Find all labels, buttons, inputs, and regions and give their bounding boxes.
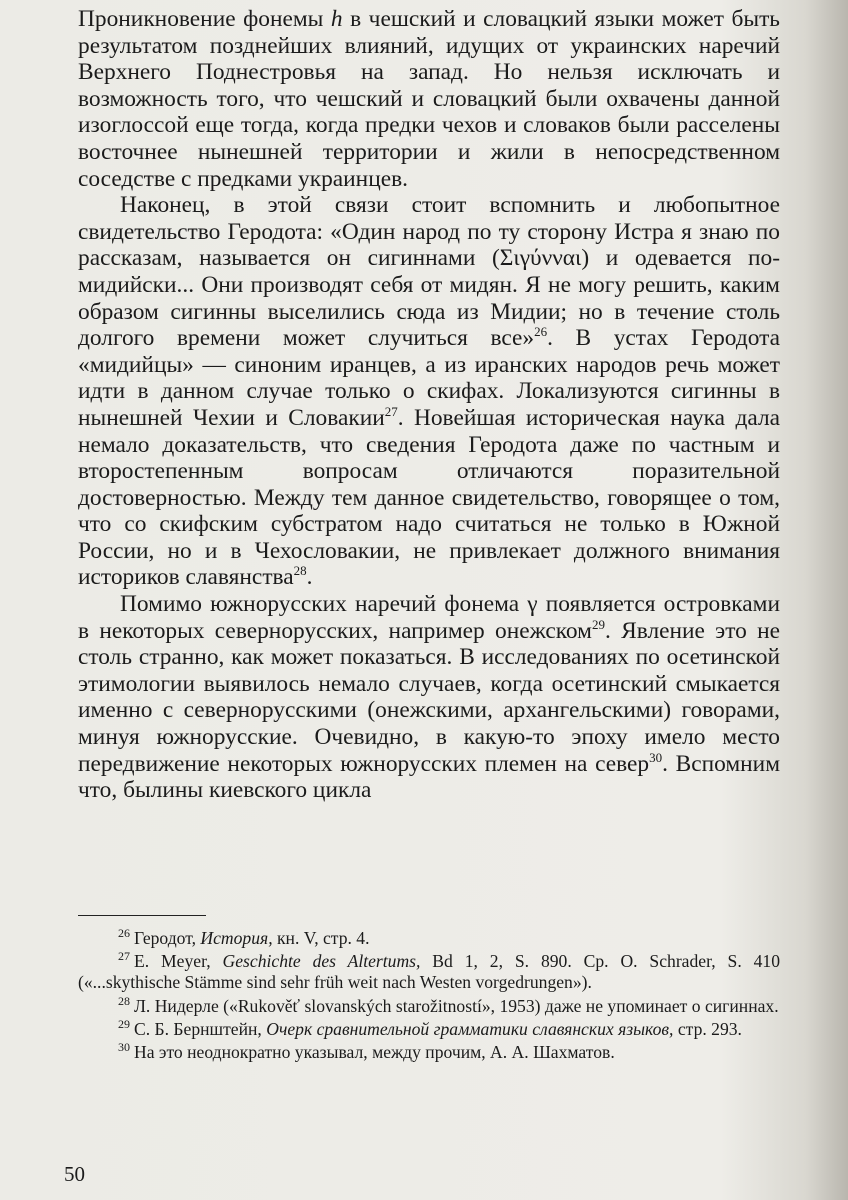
text-run: Bd 1, 2, S. 890. Ср. O. Schrader, S. 410 («...skythische Stämme sind sehr früh weit nach Westen vorgedrungen»).: [78, 951, 780, 993]
text-run: . В устах Геродота «мидийцы» — синоним иранцев, а из иранских народов речь может идти в данном случае только о скифах. Локализуются сигинны в нынешней Чехии и Словакии: [78, 325, 780, 431]
text-run: Помимо южнорусских наречий фонема γ появляется островками в некоторых севернорусских, например онежском: [78, 591, 780, 644]
text-run: Проникновение фонемы: [78, 6, 331, 32]
footnote-ref: 27: [384, 404, 398, 420]
footnote-28: [78, 993, 780, 1017]
footnotes: [78, 928, 780, 1065]
footnote-30: [78, 1042, 780, 1063]
text-run: .: [306, 564, 313, 591]
paragraph-3: [78, 591, 780, 804]
footnote-29: [78, 1016, 780, 1040]
text-run: С. Б. Бернштейн,: [134, 1018, 267, 1039]
italic-text: h: [330, 6, 343, 32]
paragraph-1: [78, 6, 780, 192]
footnote-27: [78, 951, 780, 993]
footnote-number: 26: [118, 926, 130, 941]
text-run: . Новейшая историческая наука дала немало доказательств, что сведения Геродота даже по частным и второстепенным вопросам отличаются поразительной достоверностью. Между тем данное свидетельство, говорящее о том, что со скифским субстратом надо считаться не только в Южной России, но и в Чехословакии, не привлекает должного внимания историков славянства: [78, 404, 780, 591]
text-run: стр. 293.: [673, 1018, 742, 1039]
text-run: в чешский и словацкий языки может быть результатом позднейших влияний, идущих от украинских наречий Верхнего Поднестровья на запад. Но нельзя исключать и возможность того, что чешский и словацкий были охвачены данной изоглоссой еще тогда, когда предки чехов и словаков были расселены восточнее нынешней территории и жили в непосредственном соседстве с предками украинцев.: [78, 6, 780, 192]
paragraph-2: [78, 192, 780, 591]
italic-text: История,: [200, 928, 273, 948]
italic-text: Очерк сравнительной грамматики славянских языков,: [266, 1018, 674, 1039]
footnote-ref: 30: [649, 749, 663, 765]
text-run: . Явление это не столь странно, как может показаться. В исследованиях по осетинской этимологии выявилось немало случаев, когда осетинский смыкается именно с севернорусскими (онежскими, архангельскими) говорами, минуя южнорусские. Очевидно, в какую-то эпоху имело место передвижение некоторых южнорусских племен на север: [78, 617, 781, 777]
main-text: [78, 6, 780, 804]
italic-text: Geschichte des Altertums,: [222, 951, 421, 972]
text-run: Геродот,: [134, 928, 201, 948]
text-run: кн. V, стр. 4.: [272, 928, 370, 948]
page-number: 50: [64, 1162, 85, 1186]
text-run: Наконец, в этой связи стоит вспомнить и любопытное свидетельство Геродота: «Один народ по ту сторону Истра я знаю по рассказам, называется он сигиннами (Σιγύνναι) и одевается по-мидийски... Они производят себя от мидян. Я не могу решить, каким образом сигинны выселились сюда из Мидии; но в течение столь долгого времени может случиться все»: [78, 192, 780, 352]
footnote-ref: 29: [591, 616, 605, 632]
footnote-26: [78, 928, 780, 949]
text-run: На это неоднократно указывал, между прочим, А. А. Шахматов.: [134, 1042, 615, 1063]
text-run: E. Meyer,: [134, 951, 223, 972]
footnote-rule: [78, 915, 206, 916]
text-run: Л. Нидерле («Rukověť slovanských starožitností», 1953) даже не упоминает о сигиннах.: [134, 995, 779, 1016]
footnote-number: 28: [118, 993, 130, 1008]
footnote-number: 30: [118, 1040, 130, 1055]
footnote-number: 29: [118, 1016, 130, 1031]
text-run: . Вспомним что, былины киевского цикла: [78, 750, 780, 804]
footnote-ref: 26: [534, 324, 548, 340]
footnote-number: 27: [118, 949, 130, 964]
footnote-ref: 28: [293, 563, 307, 579]
